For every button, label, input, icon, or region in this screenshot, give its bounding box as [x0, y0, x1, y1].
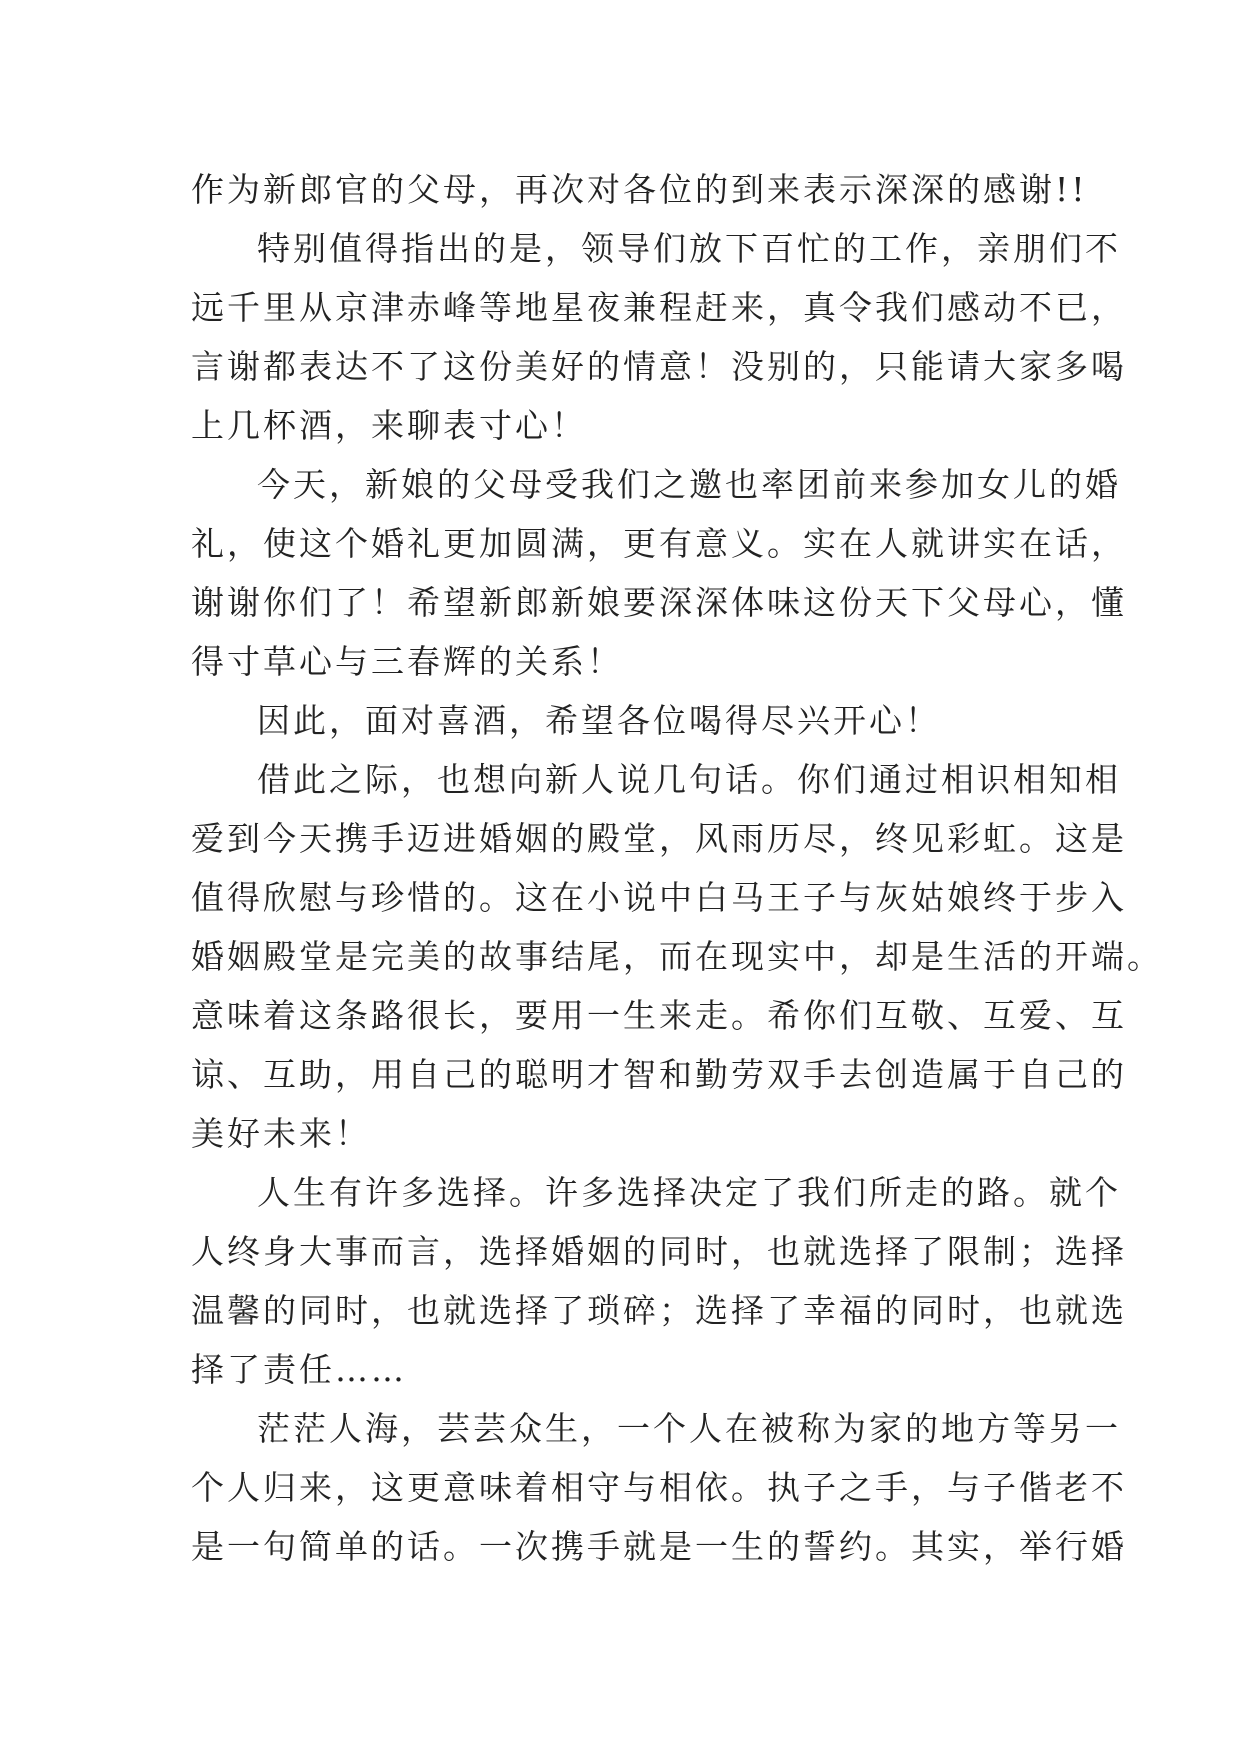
- paragraph-start-line: 茫茫人海，芸芸众生，一个人在被称为家的地方等另一: [257, 1409, 1121, 1448]
- text-line: 爱到今天携手迈进婚姻的殿堂，风雨历尽，终见彩虹。这是: [191, 819, 1127, 858]
- text-line: 值得欣慰与珍惜的。这在小说中白马王子与灰姑娘终于步入: [191, 878, 1127, 917]
- body-text: [191, 160, 1163, 1576]
- text-line: 婚姻殿堂是完美的故事结尾，而在现实中，却是生活的开端。: [191, 937, 1163, 976]
- paragraph-start-line: 特别值得指出的是，领导们放下百忙的工作，亲朋们不: [257, 229, 1121, 268]
- text-line: 得寸草心与三春辉的关系！: [191, 642, 623, 681]
- text-line: 意味着这条路很长，要用一生来走。希你们互敬、互爱、互: [191, 996, 1127, 1035]
- text-line: 言谢都表达不了这份美好的情意！没别的，只能请大家多喝: [191, 347, 1127, 386]
- paragraph-start-line: 人生有许多选择。许多选择决定了我们所走的路。就个: [257, 1173, 1121, 1212]
- text-line: 是一句简单的话。一次携手就是一生的誓约。其实，举行婚: [191, 1527, 1127, 1566]
- text-line: 择了责任……: [191, 1350, 407, 1389]
- text-line: 谅、互助，用自己的聪明才智和勤劳双手去创造属于自己的: [191, 1055, 1127, 1094]
- text-line: 个人归来，这更意味着相守与相依。执子之手，与子偕老不: [191, 1468, 1127, 1507]
- text-line: 作为新郎官的父母，再次对各位的到来表示深深的感谢!!: [191, 170, 1088, 209]
- text-line: 美好未来！: [191, 1114, 371, 1153]
- text-line: 礼，使这个婚礼更加圆满，更有意义。实在人就讲实在话，: [191, 524, 1127, 563]
- text-line: 上几杯酒，来聊表寸心！: [191, 406, 587, 445]
- text-line: 远千里从京津赤峰等地星夜兼程赶来，真令我们感动不已，: [191, 288, 1127, 327]
- text-line: 谢谢你们了！希望新郎新娘要深深体味这份天下父母心，懂: [191, 583, 1127, 622]
- text-line: 人终身大事而言，选择婚姻的同时，也就选择了限制；选择: [191, 1232, 1127, 1271]
- paragraph-start-line: 借此之际，也想向新人说几句话。你们通过相识相知相: [257, 760, 1121, 799]
- paragraph-start-line: 今天，新娘的父母受我们之邀也率团前来参加女儿的婚: [257, 465, 1121, 504]
- paragraph-start-line: 因此，面对喜酒，希望各位喝得尽兴开心！: [257, 701, 941, 740]
- text-line: 温馨的同时，也就选择了琐碎；选择了幸福的同时，也就选: [191, 1291, 1127, 1330]
